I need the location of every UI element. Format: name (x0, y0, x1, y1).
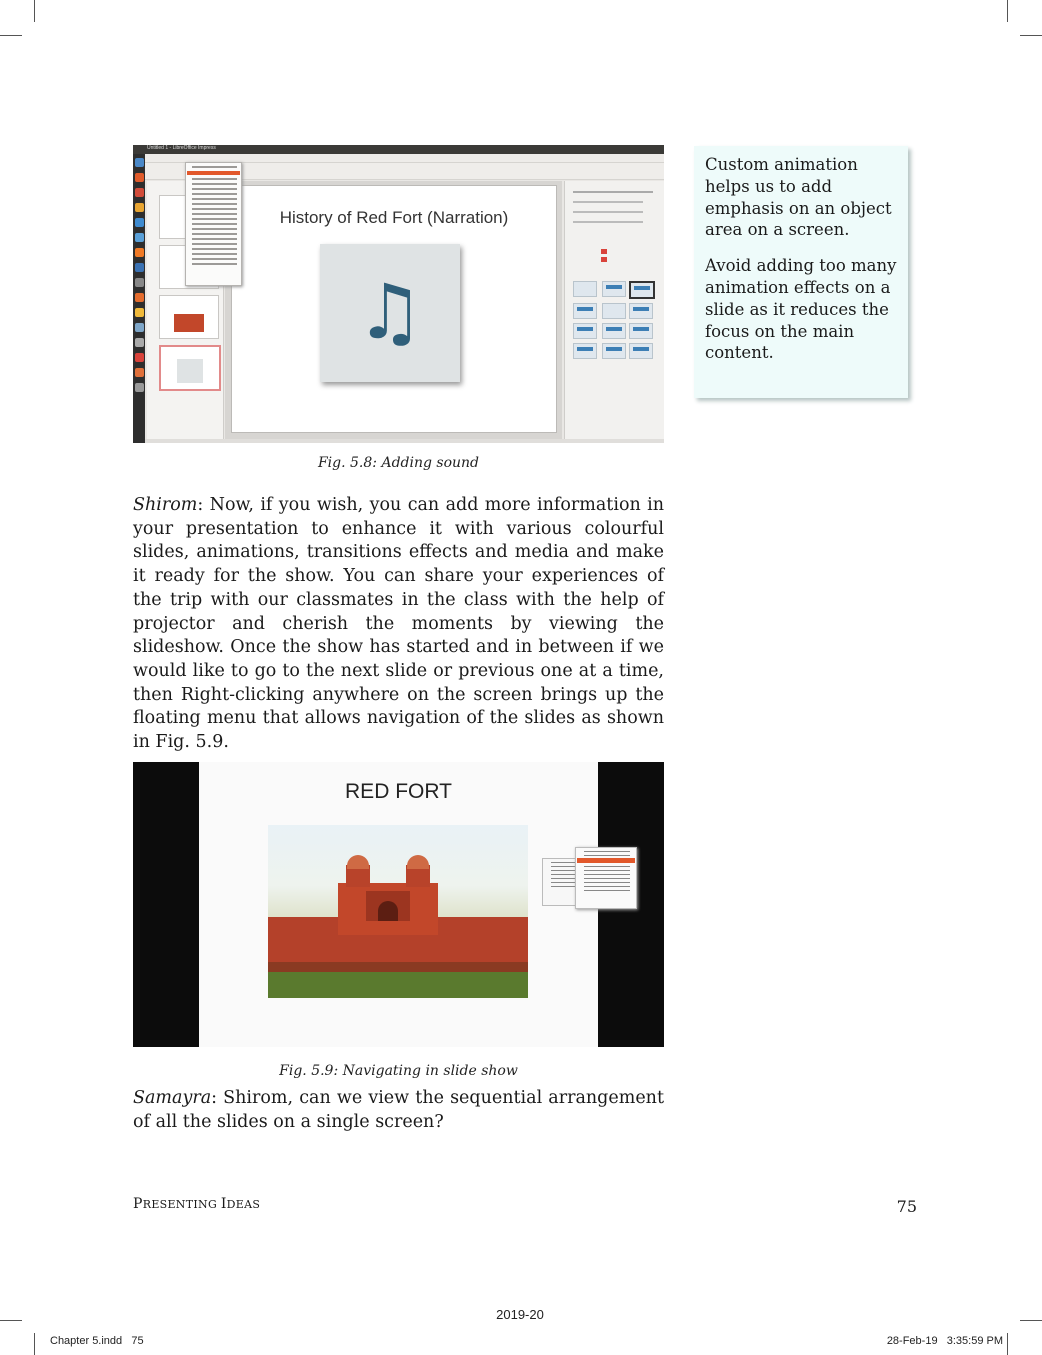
footer-smallcaps: RESENTING (142, 1198, 221, 1211)
slug-date-time: 28-Feb-19 3:35:59 PM (886, 1335, 1003, 1347)
layout-option (573, 343, 597, 359)
running-footer-title (133, 1196, 260, 1212)
window-title-bar (133, 145, 664, 154)
speaker-name: Samayra (133, 1088, 212, 1108)
edition-year: 2019-20 (496, 1307, 544, 1322)
slide-edit-area (225, 181, 562, 439)
context-menu (575, 847, 637, 909)
paragraph-text: : Now, if you wish, you can add more information in your presentation to enhance it with various colourful slides, animations, transitions effects and media and make it ready for the show. You can share your experiences of the trip with our classmates in the class with the help of projector and cherish the moments by viewing the slideshow. Once the show has started and in between if we would like to go to the next slide or previous one at a time, then Right-clicking anywhere on the screen brings up the floating menu that allows navigation of the slides as shown in Fig. 5.9. (133, 495, 664, 753)
crop-mark (1020, 1320, 1042, 1321)
paragraph-text: : Shirom, can we view the sequential arrangement of all the slides on a single screen? (133, 1088, 664, 1132)
layout-option (573, 281, 597, 297)
window-title: Untitled 1 - LibreOffice Impress (147, 145, 216, 151)
layout-option (629, 343, 653, 359)
body-paragraph (133, 494, 664, 755)
footer-letter: I (220, 1196, 227, 1212)
music-note-icon (320, 244, 460, 382)
layout-option (573, 303, 597, 319)
music-glyph: ♫ (355, 267, 425, 356)
note-paragraph: Custom animation helps us to add emphasis on an object area on a screen. (705, 155, 892, 240)
app-launcher (133, 154, 145, 443)
note-paragraph: Avoid adding too many animation effects on a slide as it reduces the focus on the main content. (705, 256, 897, 363)
red-fort-photo (268, 825, 528, 998)
crop-mark (1007, 1333, 1008, 1355)
body-paragraph (133, 1087, 664, 1134)
crop-mark (0, 1320, 22, 1321)
layout-option (602, 323, 626, 339)
black-bar-left (133, 762, 199, 1047)
footer-smallcaps: DEAS (226, 1198, 261, 1211)
layout-option (602, 343, 626, 359)
slide-title: RED FORT (345, 780, 452, 803)
layout-option (602, 303, 626, 319)
crop-mark (0, 35, 22, 36)
sidebar-note (694, 146, 908, 398)
layout-option (629, 303, 653, 319)
figure-slide-show-screenshot (133, 762, 664, 1047)
page-number: 75 (896, 1197, 917, 1216)
figure-caption: Fig. 5.8: Adding sound (317, 455, 480, 471)
layout-option (573, 323, 597, 339)
figure-caption: Fig. 5.9: Navigating in slide show (279, 1063, 518, 1079)
crop-mark (1007, 0, 1008, 22)
footer-letter: P (133, 1196, 143, 1212)
insert-menu-dropdown (185, 162, 242, 286)
status-bar (145, 439, 664, 443)
slide-title: History of Red Fort (Narration) (279, 208, 509, 227)
figure-adding-sound-screenshot (133, 145, 664, 443)
slide-thumbnail (159, 295, 219, 339)
crop-mark (1020, 35, 1042, 36)
crop-mark (34, 0, 35, 22)
slide-thumbnail-selected (159, 345, 221, 391)
crop-mark (34, 1333, 35, 1355)
layout-option (602, 281, 626, 297)
speaker-name: Shirom (133, 495, 198, 515)
slug-file-info: Chapter 5.indd 75 (50, 1335, 144, 1347)
properties-sidebar (564, 181, 664, 439)
slide-canvas (231, 185, 557, 433)
layout-option (629, 281, 655, 299)
layout-option (629, 323, 653, 339)
